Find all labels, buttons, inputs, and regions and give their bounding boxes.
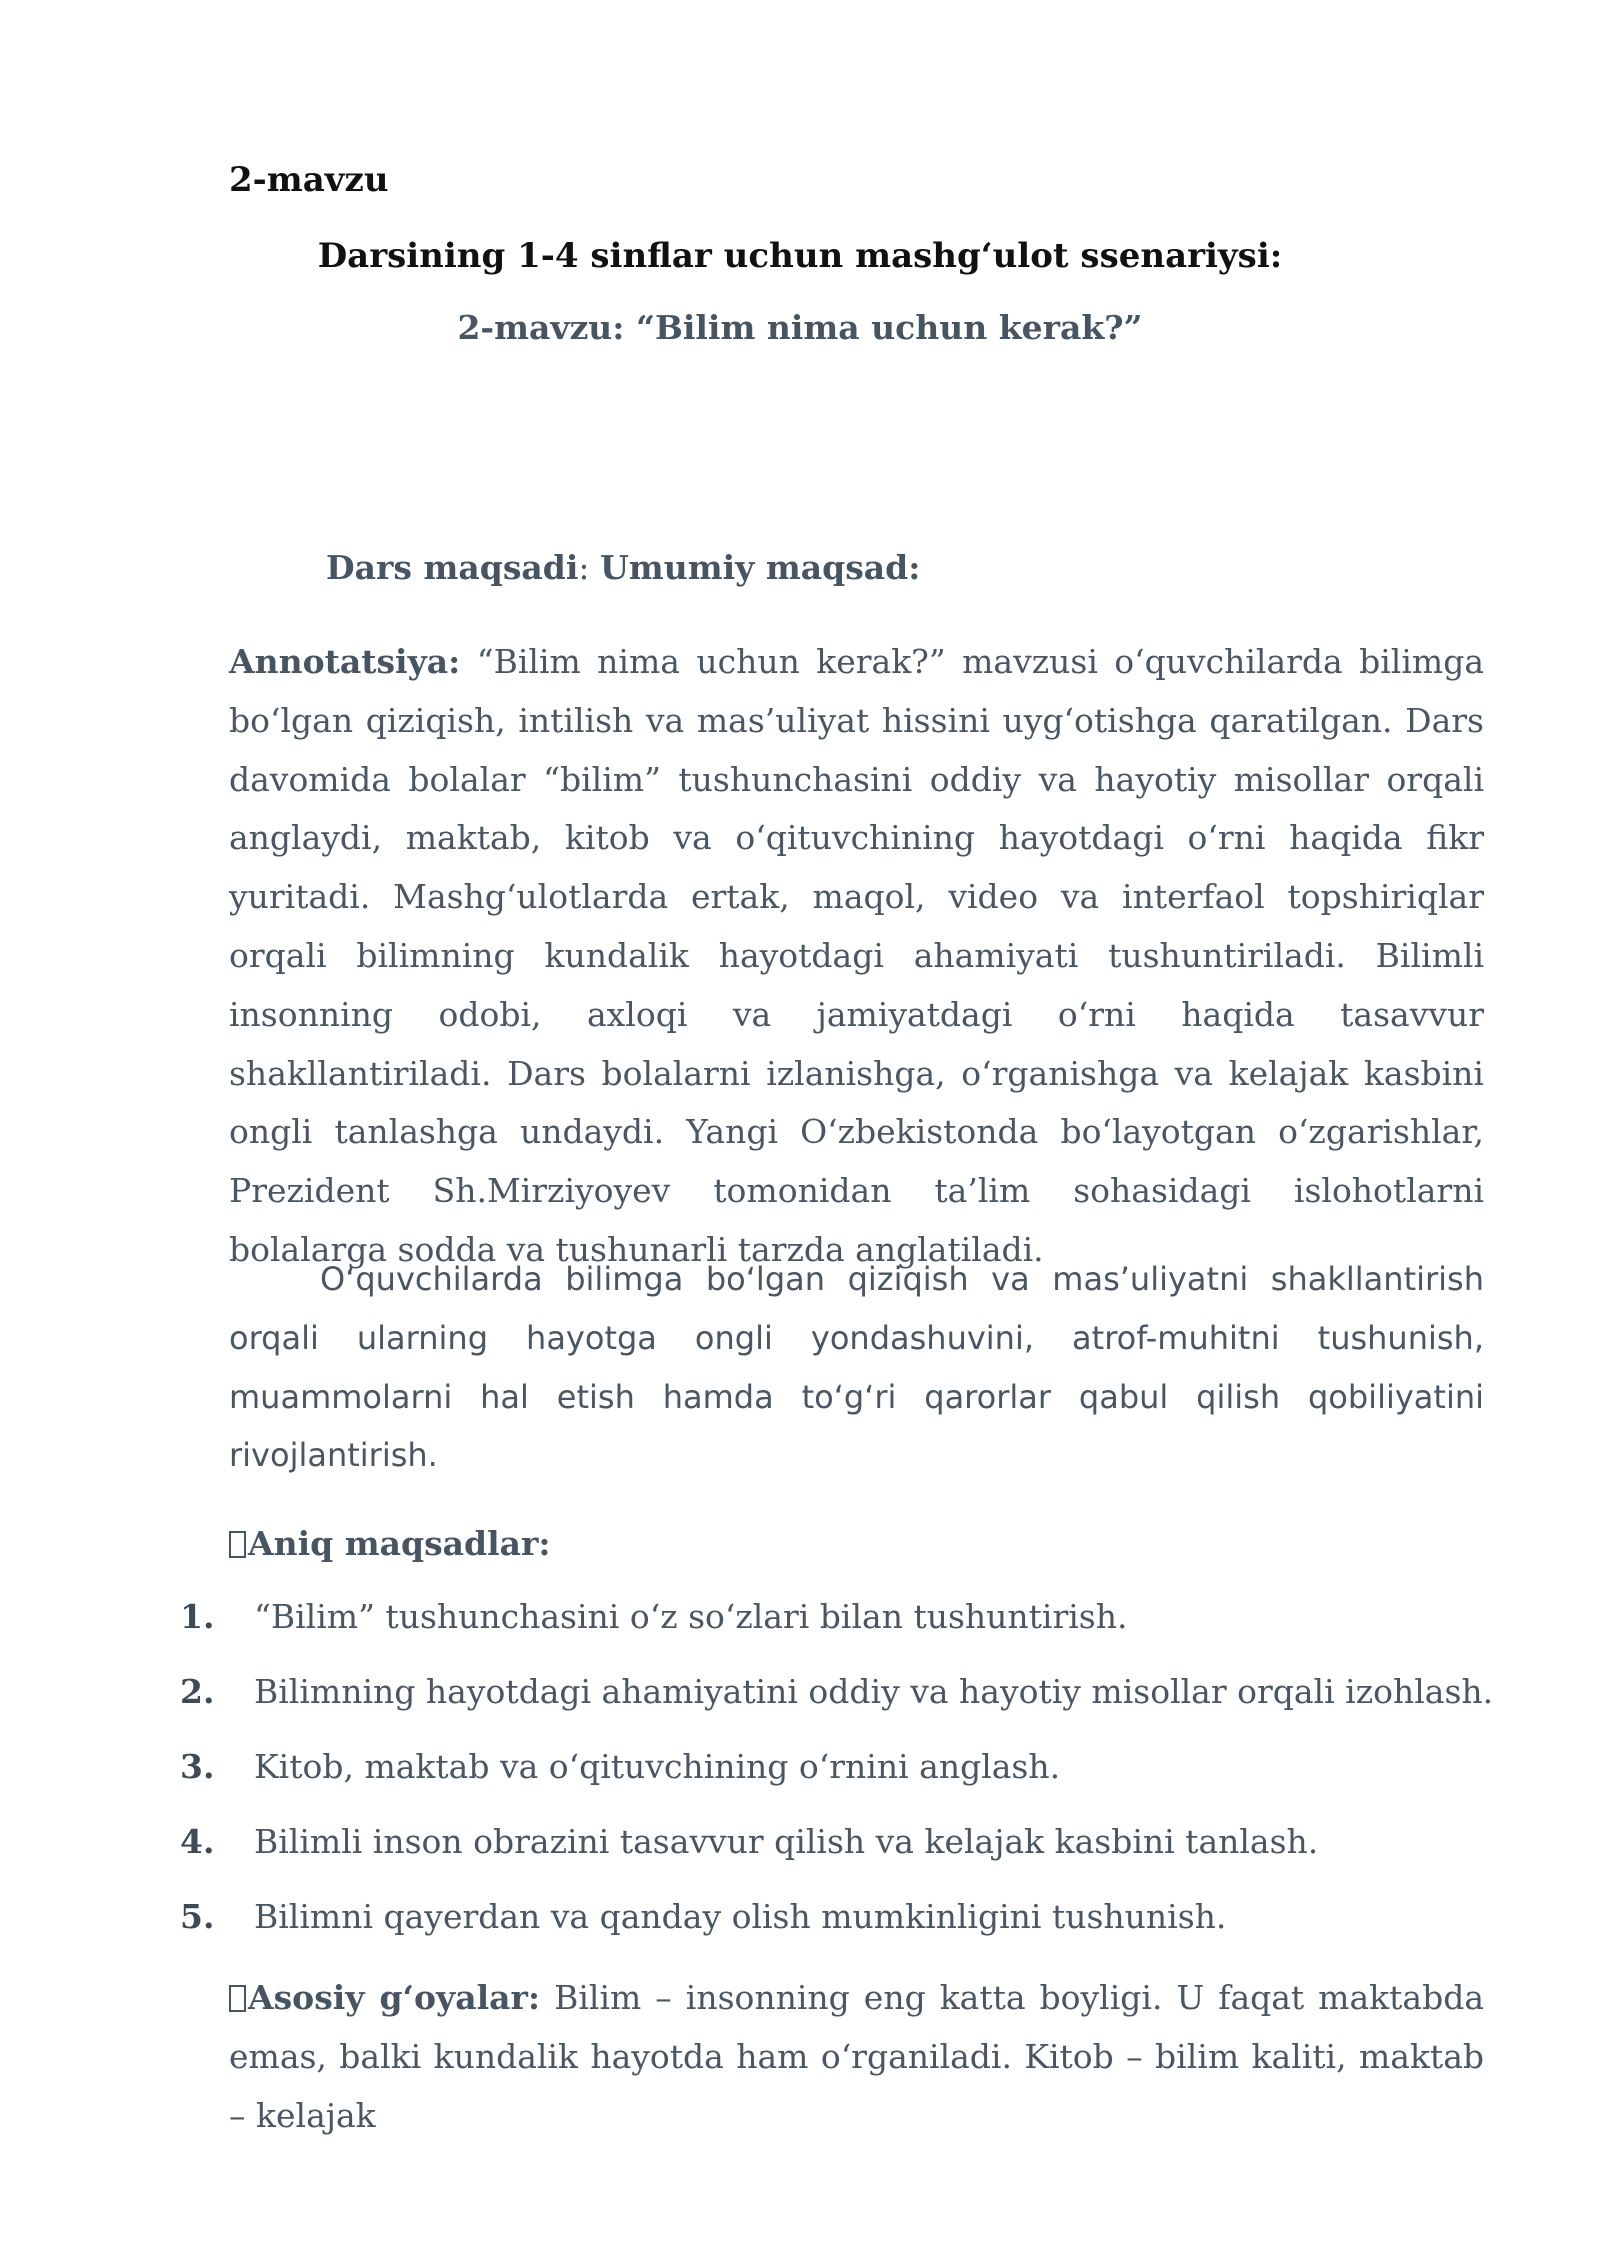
list-item: [0, 1897, 1600, 1957]
lesson-goal-label: Dars maqsadi: [326, 548, 579, 587]
annotation-text: “Bilim nima uchun kerak?” mavzusi o‘quvchilarda bilimga bo‘lgan qiziqish, intilish va mas’uliyat hissini uyg‘otishga qaratilgan. Dars davomida bolalar “bilim” tushunchasini oddiy va hayotiy misollar orqali anglaydi, maktab, kitob va o‘qituvchining hayotdagi o‘rni haqida fikr yuritadi. Mashg‘ulotlarda ertak, maqol, video va interfaol topshiriqlar orqali bilimning kundalik hayotdagi ahamiyati tushuntiriladi. Bilimli insonning odobi, axloqi va jamiyatdagi o‘rni haqida tasavvur shakllantiriladi. Dars bolalarni izlanishga, o‘rganishga va kelajak kasbini ongli tanlashga undaydi. Yangi O‘zbekistonda bo‘layotgan o‘zgarishlar, Prezident Sh.Mirziyoyev tomonidan ta’lim sohasidagi islohotlarni bolalarga sodda va tushunarli tarzda anglatiladi.: [229, 642, 1484, 1269]
general-goal-label: Umumiy maqsad:: [600, 548, 921, 587]
main-ideas-paragraph: [229, 1969, 1484, 2145]
list-item-text: Bilimli inson obrazini tasavvur qilish va kelajak kasbini tanlash.: [254, 1822, 1319, 1861]
general-goal-paragraph: O‘quvchilarda bilimga bo‘lgan qiziqish va mas’uliyatni shakllantirish orqali ularning hayotga ongli yondashuvini, atrof-muhitni tushunish, muammolarni hal etish hamda to‘g‘ri qarorlar qabul qilish qobiliyatini rivojlantirish.: [229, 1260, 1484, 1475]
list-item: [0, 1672, 1600, 1732]
document-title: Darsining 1-4 sinflar uchun mashg‘ulot ssenariysi:: [317, 236, 1283, 276]
list-item-number: 2.: [180, 1672, 215, 1711]
list-item-text: Bilimni qayerdan va qanday olish mumkinligini tushunish.: [254, 1897, 1227, 1936]
list-item: [0, 1747, 1600, 1807]
box-icon: [229, 1985, 246, 2012]
list-item-text: “Bilim” tushunchasini o‘z so‘zlari bilan tushuntirish.: [254, 1597, 1128, 1636]
list-item-text: Kitob, maktab va o‘qituvchining o‘rnini anglash.: [254, 1747, 1061, 1786]
lesson-goal-line: [326, 548, 920, 587]
list-item-number: 1.: [180, 1597, 215, 1636]
list-item: [0, 1597, 1600, 1657]
document-subtitle: 2-mavzu: “Bilim nima uchun kerak?”: [457, 308, 1143, 347]
list-item-number: 3.: [180, 1747, 215, 1786]
box-icon: [229, 1531, 246, 1558]
list-item-number: 5.: [180, 1897, 215, 1936]
specific-goals-heading: [229, 1524, 551, 1563]
lesson-goal-separator: :: [578, 548, 601, 587]
annotation-label: Annotatsiya:: [229, 642, 461, 681]
main-ideas-label: Asosiy g‘oyalar:: [248, 1978, 541, 2017]
specific-goals-heading-text: Aniq maqsadlar:: [248, 1524, 551, 1563]
topic-label: 2-mavzu: [229, 160, 389, 200]
annotation-paragraph: [229, 633, 1484, 1280]
main-ideas-text: Bilim – insonning eng katta boyligi. U faqat maktabda emas, balki kundalik hayotda ham o‘rganiladi. Kitob – bilim kaliti, maktab – kelajak: [229, 1978, 1484, 2135]
list-item-number: 4.: [180, 1822, 215, 1861]
list-item-text: Bilimning hayotdagi ahamiyatini oddiy va hayotiy misollar orqali izohlash.: [254, 1672, 1494, 1711]
list-item: [0, 1822, 1600, 1882]
